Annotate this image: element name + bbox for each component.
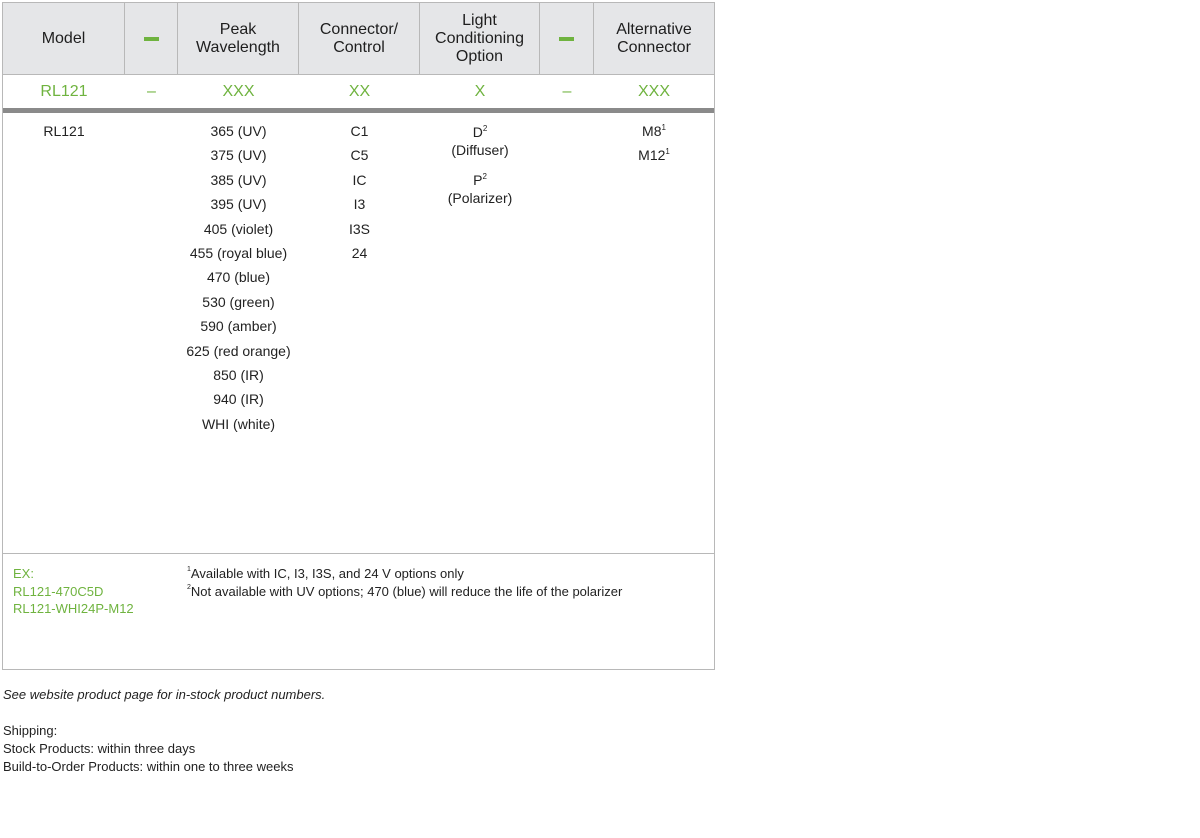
header-light-option	[420, 3, 540, 74]
divider-bar	[3, 108, 714, 113]
shipping-bto: Build-to-Order Products: within one to three weeks	[3, 759, 294, 774]
light-option-code: D	[472, 124, 483, 140]
alt-connector-option	[594, 143, 714, 167]
code-peak: XXX	[222, 82, 255, 100]
wavelength-option: 530 (green)	[202, 293, 275, 310]
wavelength-option: 940 (IR)	[213, 391, 264, 408]
footnote-number: 1	[187, 566, 191, 573]
wavelength-option: 405 (violet)	[203, 220, 274, 237]
wavelength-option: 470 (blue)	[206, 269, 271, 286]
footnote-ref: 1	[665, 147, 670, 157]
part-number-table	[2, 2, 715, 670]
wavelength-option: 850 (IR)	[213, 366, 264, 383]
wavelength-option: 375 (UV)	[210, 147, 267, 164]
footnote-ref: 1	[661, 123, 666, 132]
dash-icon	[144, 37, 159, 41]
dash-icon	[559, 37, 574, 41]
examples-label: EX:	[13, 566, 34, 581]
footnote-text: Available with IC, I3, I3S, and 24 V options only	[190, 566, 464, 581]
examples	[13, 565, 134, 618]
wavelength-option: 385 (UV)	[210, 171, 267, 188]
code-light: X	[474, 82, 486, 100]
light-option-desc: (Diffuser)	[451, 142, 509, 158]
example-item: RL121-470C5D	[13, 583, 104, 599]
header-connector-label: Connector/ Control	[319, 20, 399, 56]
shipping-title: Shipping:	[3, 723, 58, 738]
footnote-number: 2	[187, 583, 191, 591]
alt-connector-options	[594, 119, 714, 168]
wavelength-option: 365 (UV)	[210, 123, 267, 139]
wavelength-option: 455 (royal blue)	[189, 244, 288, 261]
connector-option: C1	[350, 123, 369, 139]
connector-option: I3	[353, 196, 366, 213]
header-light-label: Light Conditioning Option	[435, 11, 524, 65]
connector-option: IC	[352, 171, 367, 188]
footer-divider	[3, 553, 714, 554]
footnote-text: Not available with UV options; 470 (blue) will reduce the life of the polarizer	[190, 583, 623, 599]
connector-option: 24	[351, 244, 368, 261]
code-connector: XX	[348, 82, 371, 100]
footnote-ref: 2	[482, 124, 488, 133]
header-separator-2	[540, 3, 594, 74]
example-item: RL121-WHI24P-M12	[13, 601, 134, 616]
wavelength-option: 590 (amber)	[200, 318, 277, 335]
wavelength-option: 395 (UV)	[210, 196, 267, 213]
light-option-polarizer	[420, 171, 540, 207]
header-peak-wavelength	[178, 3, 299, 74]
code-dash-1: –	[147, 82, 156, 100]
light-option-code: P	[473, 172, 483, 188]
footnote-ref: 2	[482, 172, 487, 181]
header-peak-label: Peak Wavelength	[196, 20, 280, 56]
header-model-label: Model	[41, 29, 86, 47]
table-header	[3, 3, 714, 75]
shipping-stock: Stock Products: within three days	[3, 741, 196, 756]
alt-connector-option	[594, 119, 714, 143]
connector-option: I3S	[348, 220, 370, 237]
light-option-desc: (Polarizer)	[447, 190, 513, 206]
light-option-diffuser	[420, 123, 540, 159]
website-note: See website product page for in-stock product numbers.	[3, 687, 326, 702]
footnotes	[187, 565, 622, 600]
code-dash-2: –	[562, 82, 572, 100]
model-options	[3, 119, 125, 143]
header-model	[3, 3, 125, 74]
alt-connector-code: M12	[638, 147, 666, 164]
header-separator-1	[125, 3, 178, 74]
code-model: RL121	[40, 82, 88, 100]
model-option: RL121	[43, 123, 85, 139]
connector-options	[299, 119, 420, 265]
footnote	[187, 583, 622, 601]
alt-connector-code: M8	[642, 123, 662, 139]
code-row	[3, 75, 714, 108]
header-alt-connector	[594, 3, 714, 74]
code-alt: XXX	[637, 82, 670, 100]
header-connector	[299, 3, 420, 74]
header-alt-label: Alternative Connector	[616, 20, 692, 56]
wavelength-option: WHI (white)	[201, 415, 276, 432]
footnote	[187, 565, 622, 583]
wavelength-options	[178, 119, 299, 436]
wavelength-option: 625 (red orange)	[186, 342, 291, 359]
connector-option: C5	[350, 147, 369, 164]
